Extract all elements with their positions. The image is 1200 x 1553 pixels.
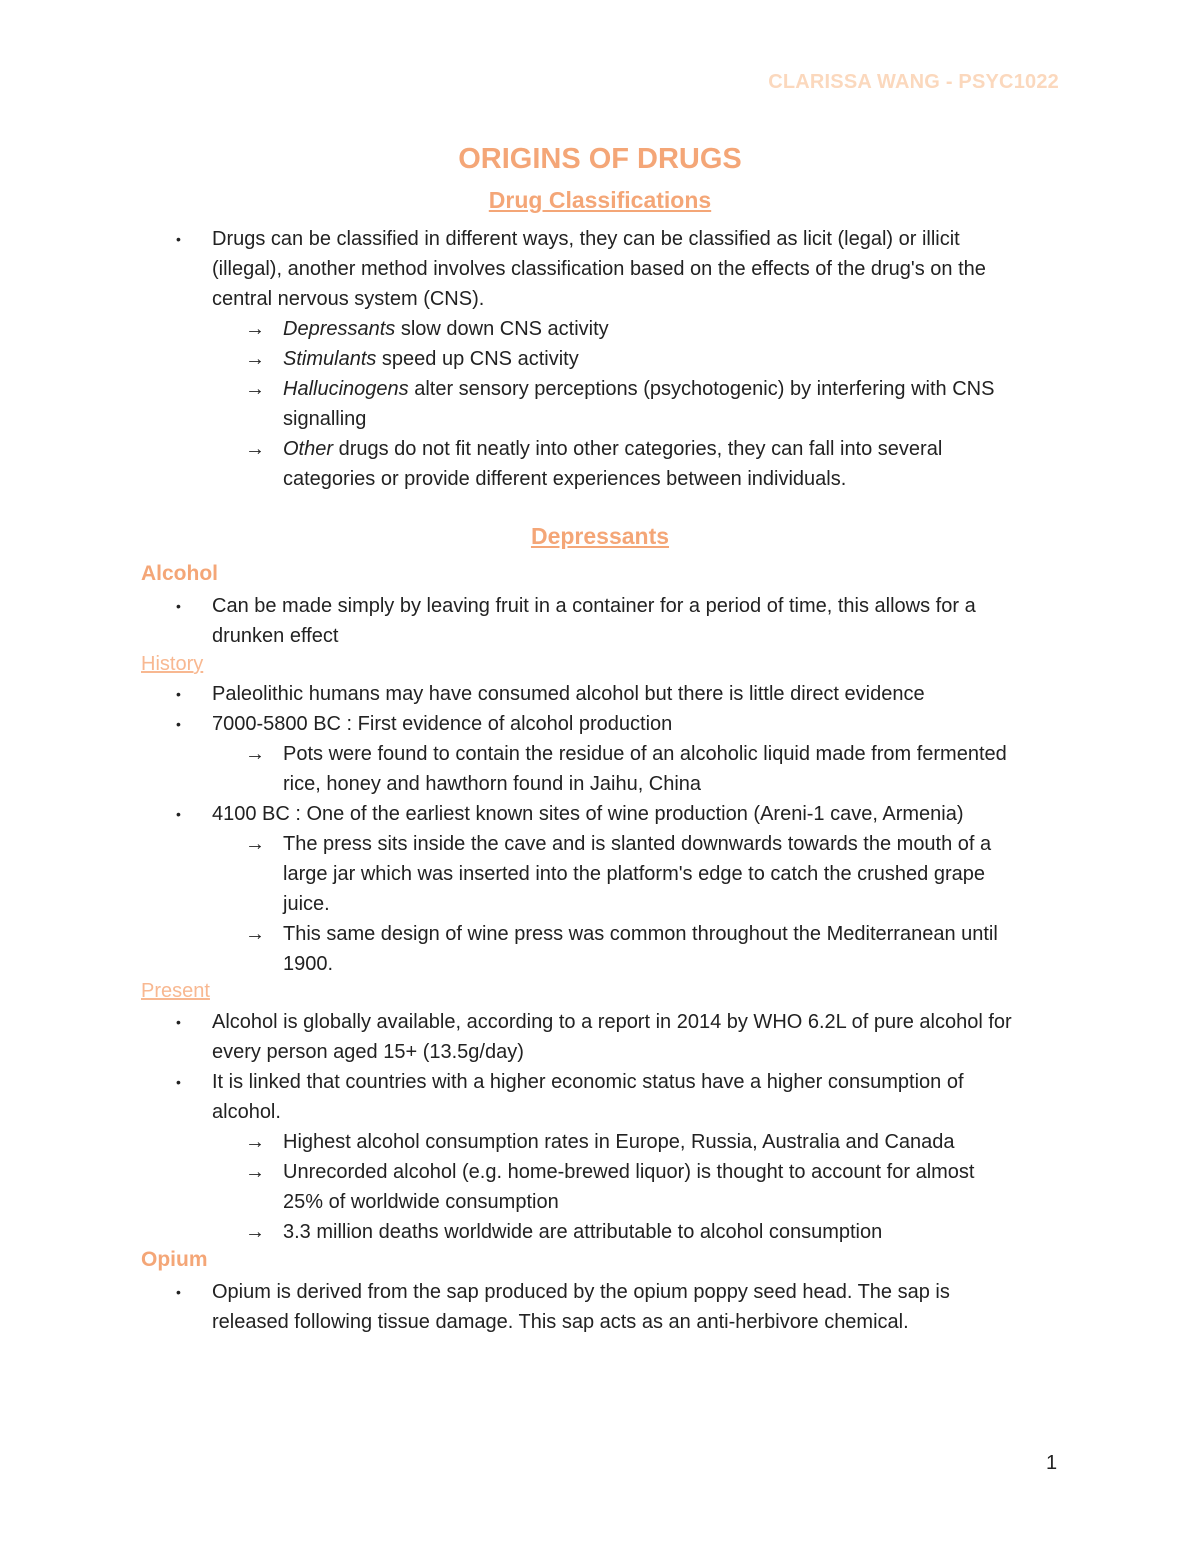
sub-list-item: → Unrecorded alcohol (e.g. home-brewed liquor) is thought to account for almost bbox=[0, 1157, 1200, 1187]
subheading-opium: Opium bbox=[141, 1248, 208, 1271]
arrow-icon: → bbox=[245, 438, 265, 460]
list-item-continuation: (illegal), another method involves classification based on the effects of the drug's on the bbox=[212, 258, 986, 280]
sub-list-item-continuation: signalling bbox=[283, 408, 367, 430]
term-hallucinogens: Hallucinogens bbox=[283, 378, 409, 400]
page-number: 1 bbox=[1046, 1452, 1058, 1474]
list-item: • Alcohol is globally available, according to a report in 2014 by WHO 6.2L of pure alcohol for bbox=[0, 1007, 1200, 1037]
sub-list-item-continuation: categories or provide different experiences between individuals. bbox=[283, 468, 847, 490]
arrow-icon: → bbox=[245, 833, 265, 855]
list-item: • 7000-5800 BC : First evidence of alcohol production bbox=[0, 709, 1200, 739]
term-depressants: Depressants bbox=[283, 318, 396, 340]
minorheading-present: Present bbox=[141, 980, 210, 1002]
bullet-icon: • bbox=[176, 686, 181, 702]
bullet-icon: • bbox=[176, 806, 181, 822]
arrow-icon: → bbox=[245, 378, 265, 400]
arrow-icon: → bbox=[245, 1221, 265, 1243]
bullet-icon: • bbox=[176, 231, 181, 247]
minorheading-history: History bbox=[141, 653, 204, 675]
list-item-continuation: alcohol. bbox=[212, 1101, 281, 1123]
bullet-icon: • bbox=[176, 1074, 181, 1090]
arrow-icon: → bbox=[245, 1131, 265, 1153]
section-heading-drug-classifications: Drug Classifications bbox=[488, 187, 712, 213]
arrow-icon: → bbox=[245, 318, 265, 340]
present-list bbox=[0, 1007, 1200, 1247]
list-item: • Can be made simply by leaving fruit in a container for a period of time, this allows for a bbox=[0, 591, 1200, 621]
sub-list-item: → 3.3 million deaths worldwide are attributable to alcohol consumption bbox=[0, 1217, 1200, 1247]
sub-list-item-continuation: 1900. bbox=[283, 953, 334, 975]
arrow-icon: → bbox=[245, 743, 265, 765]
list-item-continuation: every person aged 15+ (13.5g/day) bbox=[212, 1041, 524, 1063]
list-item-continuation: released following tissue damage. This sap acts as an anti-herbivore chemical. bbox=[212, 1311, 909, 1333]
page-header: CLARISSA WANG - PSYC1022 bbox=[768, 71, 1059, 93]
sub-list-item: → The press sits inside the cave and is slanted downwards towards the mouth of a bbox=[0, 829, 1200, 859]
sub-list-item-continuation: rice, honey and hawthorn found in Jaihu, China bbox=[283, 773, 702, 795]
list-item: • It is linked that countries with a higher economic status have a higher consumption of bbox=[0, 1067, 1200, 1097]
sub-list-item-continuation: juice. bbox=[283, 893, 330, 915]
section-heading-depressants: Depressants bbox=[530, 523, 670, 549]
opium-list bbox=[0, 1277, 1200, 1337]
sub-list-item: → Highest alcohol consumption rates in Europe, Russia, Australia and Canada bbox=[0, 1127, 1200, 1157]
sub-list-item: → Depressants slow down CNS activity bbox=[0, 314, 1200, 344]
document-title: ORIGINS OF DRUGS bbox=[458, 143, 742, 175]
bullet-icon: • bbox=[176, 1284, 181, 1300]
history-list bbox=[0, 679, 1200, 979]
list-item-continuation: drunken effect bbox=[212, 625, 339, 647]
subheading-alcohol: Alcohol bbox=[141, 562, 218, 585]
arrow-icon: → bbox=[245, 1161, 265, 1183]
sub-list-item: → Other drugs do not fit neatly into other categories, they can fall into several bbox=[0, 434, 1200, 464]
term-other: Other bbox=[283, 438, 334, 460]
arrow-icon: → bbox=[245, 348, 265, 370]
arrow-icon: → bbox=[245, 923, 265, 945]
list-item: • Opium is derived from the sap produced by the opium poppy seed head. The sap is bbox=[0, 1277, 1200, 1307]
term-stimulants: Stimulants bbox=[283, 348, 377, 370]
sub-list-item: → This same design of wine press was common throughout the Mediterranean until bbox=[0, 919, 1200, 949]
sub-list-item: → Hallucinogens alter sensory perceptions (psychotogenic) by interfering with CNS bbox=[0, 374, 1200, 404]
alcohol-intro-list bbox=[0, 591, 1200, 651]
sub-list-item-continuation: 25% of worldwide consumption bbox=[283, 1191, 559, 1213]
list-item-continuation: central nervous system (CNS). bbox=[212, 288, 485, 310]
classifications-list bbox=[0, 224, 1200, 494]
sub-list-item: → Pots were found to contain the residue of an alcoholic liquid made from fermented bbox=[0, 739, 1200, 769]
sub-list-item-continuation: large jar which was inserted into the platform's edge to catch the crushed grape bbox=[283, 863, 985, 885]
list-item: • 4100 BC : One of the earliest known sites of wine production (Areni-1 cave, Armenia) bbox=[0, 799, 1200, 829]
bullet-icon: • bbox=[176, 716, 181, 732]
sub-list-item: → Stimulants speed up CNS activity bbox=[0, 344, 1200, 374]
list-item: • Paleolithic humans may have consumed alcohol but there is little direct evidence bbox=[0, 679, 1200, 709]
bullet-icon: • bbox=[176, 598, 181, 614]
bullet-icon: • bbox=[176, 1014, 181, 1030]
list-item: • Drugs can be classified in different ways, they can be classified as licit (legal) or illicit bbox=[0, 224, 1200, 254]
